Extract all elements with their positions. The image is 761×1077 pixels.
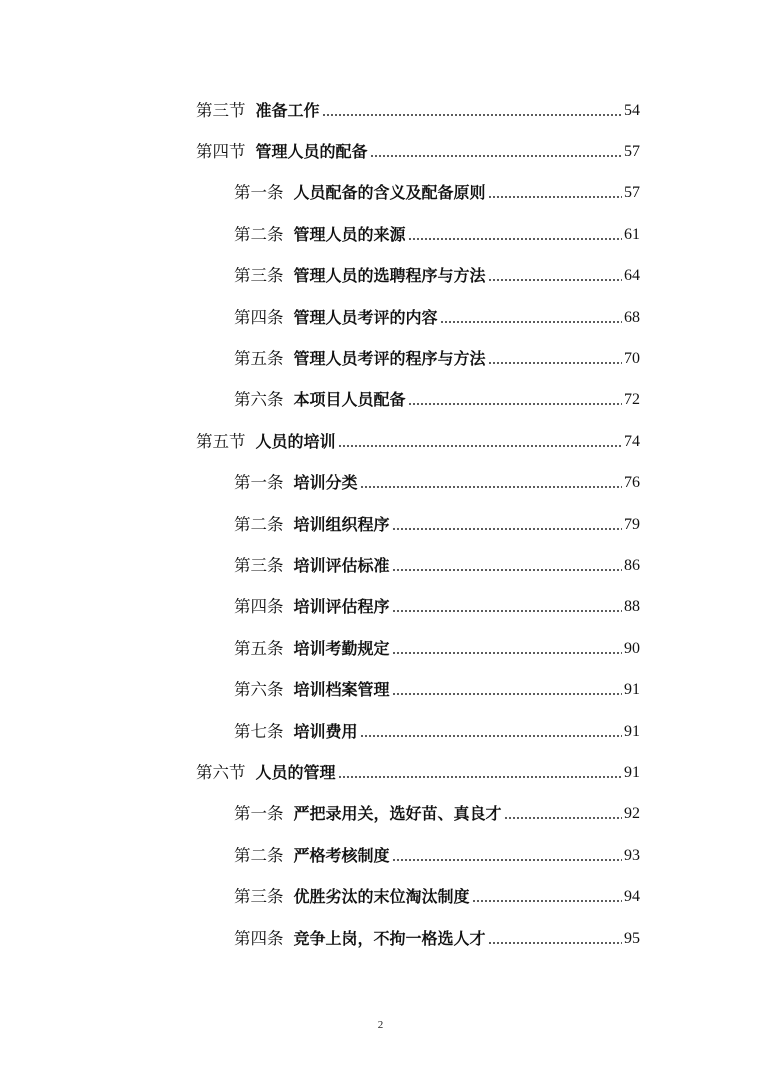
toc-entry-page: 86: [624, 556, 640, 574]
toc-entry-page: 54: [624, 101, 640, 119]
toc-entry-page: 88: [624, 598, 640, 616]
toc-entry-title: 管理人员考评的内容: [293, 307, 438, 327]
toc-entry-prefix: 第四节: [196, 142, 246, 162]
toc-entry-page: 76: [624, 474, 640, 492]
toc-entry-title: 人员配备的含义及配备原则: [293, 183, 486, 203]
toc-entry-prefix: 第五条: [234, 638, 284, 658]
dot-leader: [504, 816, 622, 820]
toc-entry-title: 本项目人员配备: [293, 390, 406, 410]
toc-entry-page: 64: [624, 267, 640, 285]
toc-entry-title: 管理人员考评的程序与方法: [293, 349, 486, 369]
toc-entry-prefix: 第一条: [234, 804, 284, 824]
dot-leader: [392, 568, 622, 572]
toc-entry-page: 95: [624, 929, 640, 947]
toc-entry-title: 管理人员的配备: [255, 142, 368, 162]
table-of-contents: [0, 90, 761, 959]
toc-entry[interactable]: [0, 90, 761, 131]
toc-entry-prefix: 第一条: [234, 473, 284, 493]
toc-entry-prefix: 第三条: [234, 555, 284, 575]
dot-leader: [440, 320, 622, 324]
toc-entry-title: 培训考勤规定: [293, 638, 390, 658]
dot-leader: [338, 775, 622, 779]
dot-leader: [408, 237, 622, 241]
toc-entry-title: 准备工作: [255, 100, 320, 120]
dot-leader: [488, 195, 622, 199]
toc-entry-page: 79: [624, 515, 640, 533]
toc-entry[interactable]: [0, 918, 761, 959]
toc-entry-page: 93: [624, 846, 640, 864]
toc-entry[interactable]: [0, 752, 761, 793]
toc-entry-prefix: 第四条: [234, 597, 284, 617]
toc-entry-prefix: 第四条: [234, 307, 284, 327]
toc-entry-title: 严把录用关，选好苗、真良才: [293, 804, 502, 824]
toc-entry-page: 74: [624, 432, 640, 450]
toc-entry-title: 培训档案管理: [293, 680, 390, 700]
toc-entry-title: 管理人员的来源: [293, 224, 406, 244]
toc-entry-page: 57: [624, 184, 640, 202]
toc-entry[interactable]: [0, 504, 761, 545]
dot-leader: [392, 858, 622, 862]
dot-leader: [392, 692, 622, 696]
toc-entry-prefix: 第三条: [234, 887, 284, 907]
toc-entry-title: 培训评估程序: [293, 597, 390, 617]
toc-entry-page: 90: [624, 639, 640, 657]
toc-entry-title: 优胜劣汰的末位淘汰制度: [293, 887, 470, 907]
toc-entry-page: 92: [624, 805, 640, 823]
toc-entry-title: 人员的管理: [255, 762, 336, 782]
dot-leader: [408, 402, 622, 406]
toc-entry[interactable]: [0, 463, 761, 504]
toc-entry-page: 91: [624, 681, 640, 699]
toc-entry[interactable]: [0, 131, 761, 172]
dot-leader: [338, 444, 622, 448]
toc-entry-page: 70: [624, 350, 640, 368]
toc-entry[interactable]: [0, 587, 761, 628]
dot-leader: [360, 485, 622, 489]
toc-entry-title: 培训分类: [293, 473, 358, 493]
toc-entry-prefix: 第二条: [234, 514, 284, 534]
toc-entry-title: 严格考核制度: [293, 845, 390, 865]
page-number: 2: [377, 1019, 384, 1031]
dot-leader: [472, 899, 622, 903]
dot-leader: [392, 609, 622, 613]
toc-entry-prefix: 第五节: [196, 431, 246, 451]
toc-entry[interactable]: [0, 711, 761, 752]
toc-entry-title: 竞争上岗，不拘一格选人才: [293, 928, 486, 948]
toc-entry-page: 91: [624, 763, 640, 781]
toc-entry-prefix: 第六条: [234, 390, 284, 410]
toc-entry[interactable]: [0, 173, 761, 214]
toc-entry[interactable]: [0, 876, 761, 917]
toc-entry[interactable]: [0, 835, 761, 876]
dot-leader: [392, 527, 622, 531]
dot-leader: [360, 734, 622, 738]
dot-leader: [322, 113, 622, 117]
dot-leader: [488, 361, 622, 365]
toc-entry[interactable]: [0, 380, 761, 421]
toc-entry-prefix: 第五条: [234, 349, 284, 369]
toc-entry-title: 培训费用: [293, 721, 358, 741]
toc-entry-page: 61: [624, 225, 640, 243]
toc-entry[interactable]: [0, 628, 761, 669]
toc-entry[interactable]: [0, 669, 761, 710]
toc-entry-prefix: 第四条: [234, 928, 284, 948]
toc-entry-title: 人员的培训: [255, 431, 336, 451]
toc-entry[interactable]: [0, 338, 761, 379]
toc-entry-page: 72: [624, 391, 640, 409]
toc-entry-prefix: 第六条: [234, 680, 284, 700]
dot-leader: [370, 154, 622, 158]
toc-entry-page: 57: [624, 143, 640, 161]
toc-entry-prefix: 第二条: [234, 224, 284, 244]
toc-entry[interactable]: [0, 545, 761, 586]
toc-entry[interactable]: [0, 214, 761, 255]
toc-entry-page: 94: [624, 888, 640, 906]
toc-entry-title: 管理人员的选聘程序与方法: [293, 266, 486, 286]
toc-entry[interactable]: [0, 421, 761, 462]
toc-entry-title: 培训评估标准: [293, 555, 390, 575]
toc-entry-prefix: 第三节: [196, 100, 246, 120]
toc-entry-page: 91: [624, 722, 640, 740]
toc-entry-prefix: 第二条: [234, 845, 284, 865]
dot-leader: [488, 941, 622, 945]
toc-entry-prefix: 第六节: [196, 762, 246, 782]
toc-entry-title: 培训组织程序: [293, 514, 390, 534]
toc-entry[interactable]: [0, 256, 761, 297]
toc-entry[interactable]: [0, 297, 761, 338]
toc-entry-prefix: 第三条: [234, 266, 284, 286]
toc-entry-page: 68: [624, 308, 640, 326]
dot-leader: [488, 278, 622, 282]
dot-leader: [392, 651, 622, 655]
toc-entry-prefix: 第一条: [234, 183, 284, 203]
toc-entry-prefix: 第七条: [234, 721, 284, 741]
toc-entry[interactable]: [0, 794, 761, 835]
